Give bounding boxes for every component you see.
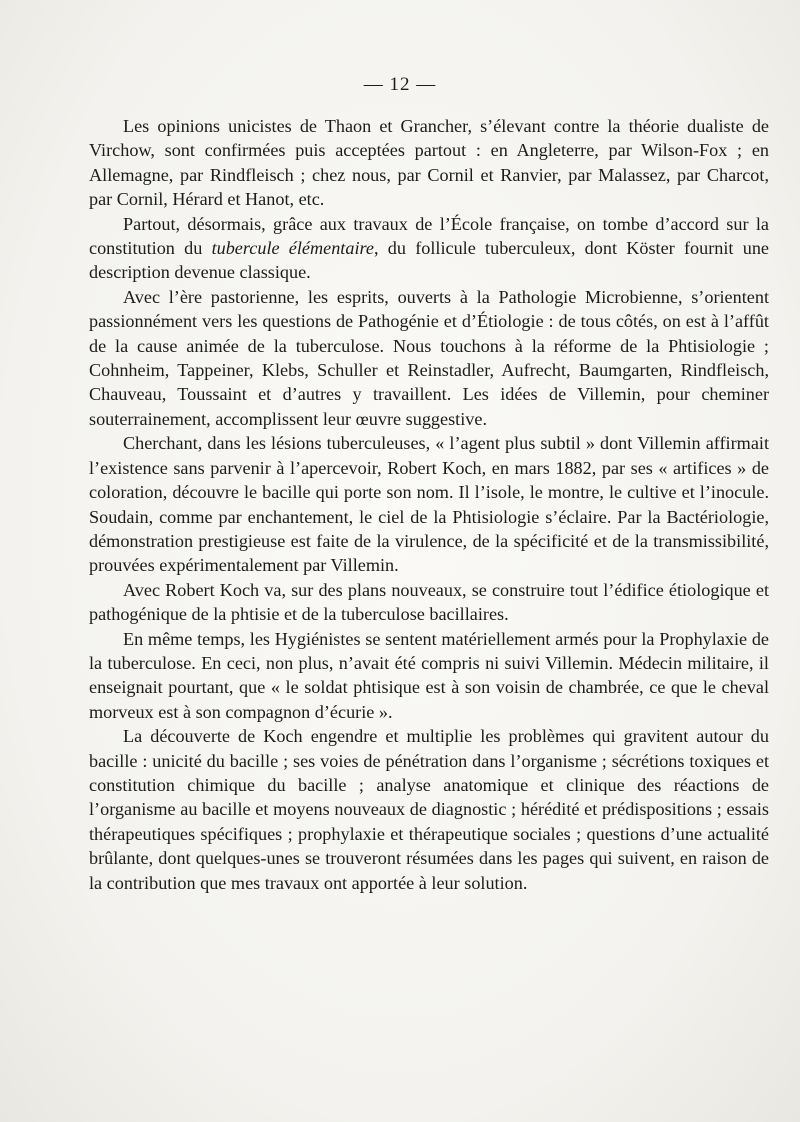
paragraph-1: Les opinions unicistes de Thaon et Grancher, s’élevant contre la théorie dualiste de Virchow, sont confirmées puis acceptées partout : en Angleterre, par Wilson-Fox ; en Allemagne, par Rindfleisch ; chez nous, par Cornil et Ranvier, par Malassez, par Charcot, par Cornil, Hérard et Hanot, etc. bbox=[89, 116, 769, 210]
paragraph-5: Avec Robert Koch va, sur des plans nouveaux, se construire tout l’édifice étiologique et pathogénique de la phtisie et de la tuberculose bacillaires. bbox=[89, 579, 769, 625]
paragraph-3: Avec l’ère pastorienne, les esprits, ouverts à la Pathologie Microbienne, s’orientent passionnément vers les questions de Pathogénie et d’Étiologie : de tous côtés, on est à l’affût de la cause animée de la tuberculose. Nous touchons à la réforme de la Phtisiologie ; Cohnheim, Tappeiner, Klebs, Schuller et Reinstadler, Aufrecht, Baumgarten, Rindfleisch, Chauveau, Toussaint et d’autres y travaillent. Les idées de Villemin, pour cheminer souterrainement, accomplissent leur œuvre suggestive. bbox=[89, 286, 769, 429]
paragraph-2 bbox=[89, 212, 769, 285]
page-number: — 12 — bbox=[363, 74, 437, 95]
paragraph-2-part-2: , du follicule tuberculeux, dont Köster fournit une description devenue classique. bbox=[89, 238, 769, 283]
paragraph-6: En même temps, les Hygiénistes se sentent matériellement armés pour la Prophylaxie de la tuberculose. En ceci, non plus, n’avait été compris ni suivi Villemin. Médecin militaire, il enseignait pourtant, que « le soldat phtisique est à son voisin de chambrée, ce que le cheval morveux est à son compagnon d’écurie ». bbox=[89, 628, 769, 722]
emphasis-tubercule-elementaire: tubercule élémentaire bbox=[211, 238, 374, 259]
paragraph-2-part-1: Partout, désormais, grâce aux travaux de l’École française, on tombe d’accord sur la constitution du bbox=[89, 213, 769, 259]
paragraph-4: Cherchant, dans les lésions tuberculeuses, « l’agent plus subtil » dont Villemin affirmait l’existence sans parvenir à l’apercevoir, Robert Koch, en mars 1882, par ses « artifices » de coloration, découvre le bacille qui porte son nom. Il l’isole, le montre, le cultive et l’inocule. Soudain, comme par enchantement, le ciel de la Phtisiologie s’éclaire. Par la Bactériologie, démonstration prestigieuse est faite de la virulence, de la spécificité et de la transmissibilité, prouvées expérimentalement par Villemin. bbox=[89, 433, 769, 576]
body-text bbox=[89, 114, 769, 895]
paragraph-7: La découverte de Koch engendre et multiplie les problèmes qui gravitent autour du bacille : unicité du bacille ; ses voies de pénétration dans l’organisme ; sécrétions toxiques et constitution chimique du bacille ; analyse anatomique et clinique des réactions de l’organisme au bacille et moyens nouveaux de diagnostic ; hérédité et prédispositions ; essais thérapeutiques spécifiques ; prophylaxie et thérapeutique sociales ; questions d’une actualité brûlante, dont quelques-unes se trouveront résumées dans les pages qui suivent, en raison de la contribution que mes travaux ont apportée à leur solution. bbox=[89, 726, 769, 893]
